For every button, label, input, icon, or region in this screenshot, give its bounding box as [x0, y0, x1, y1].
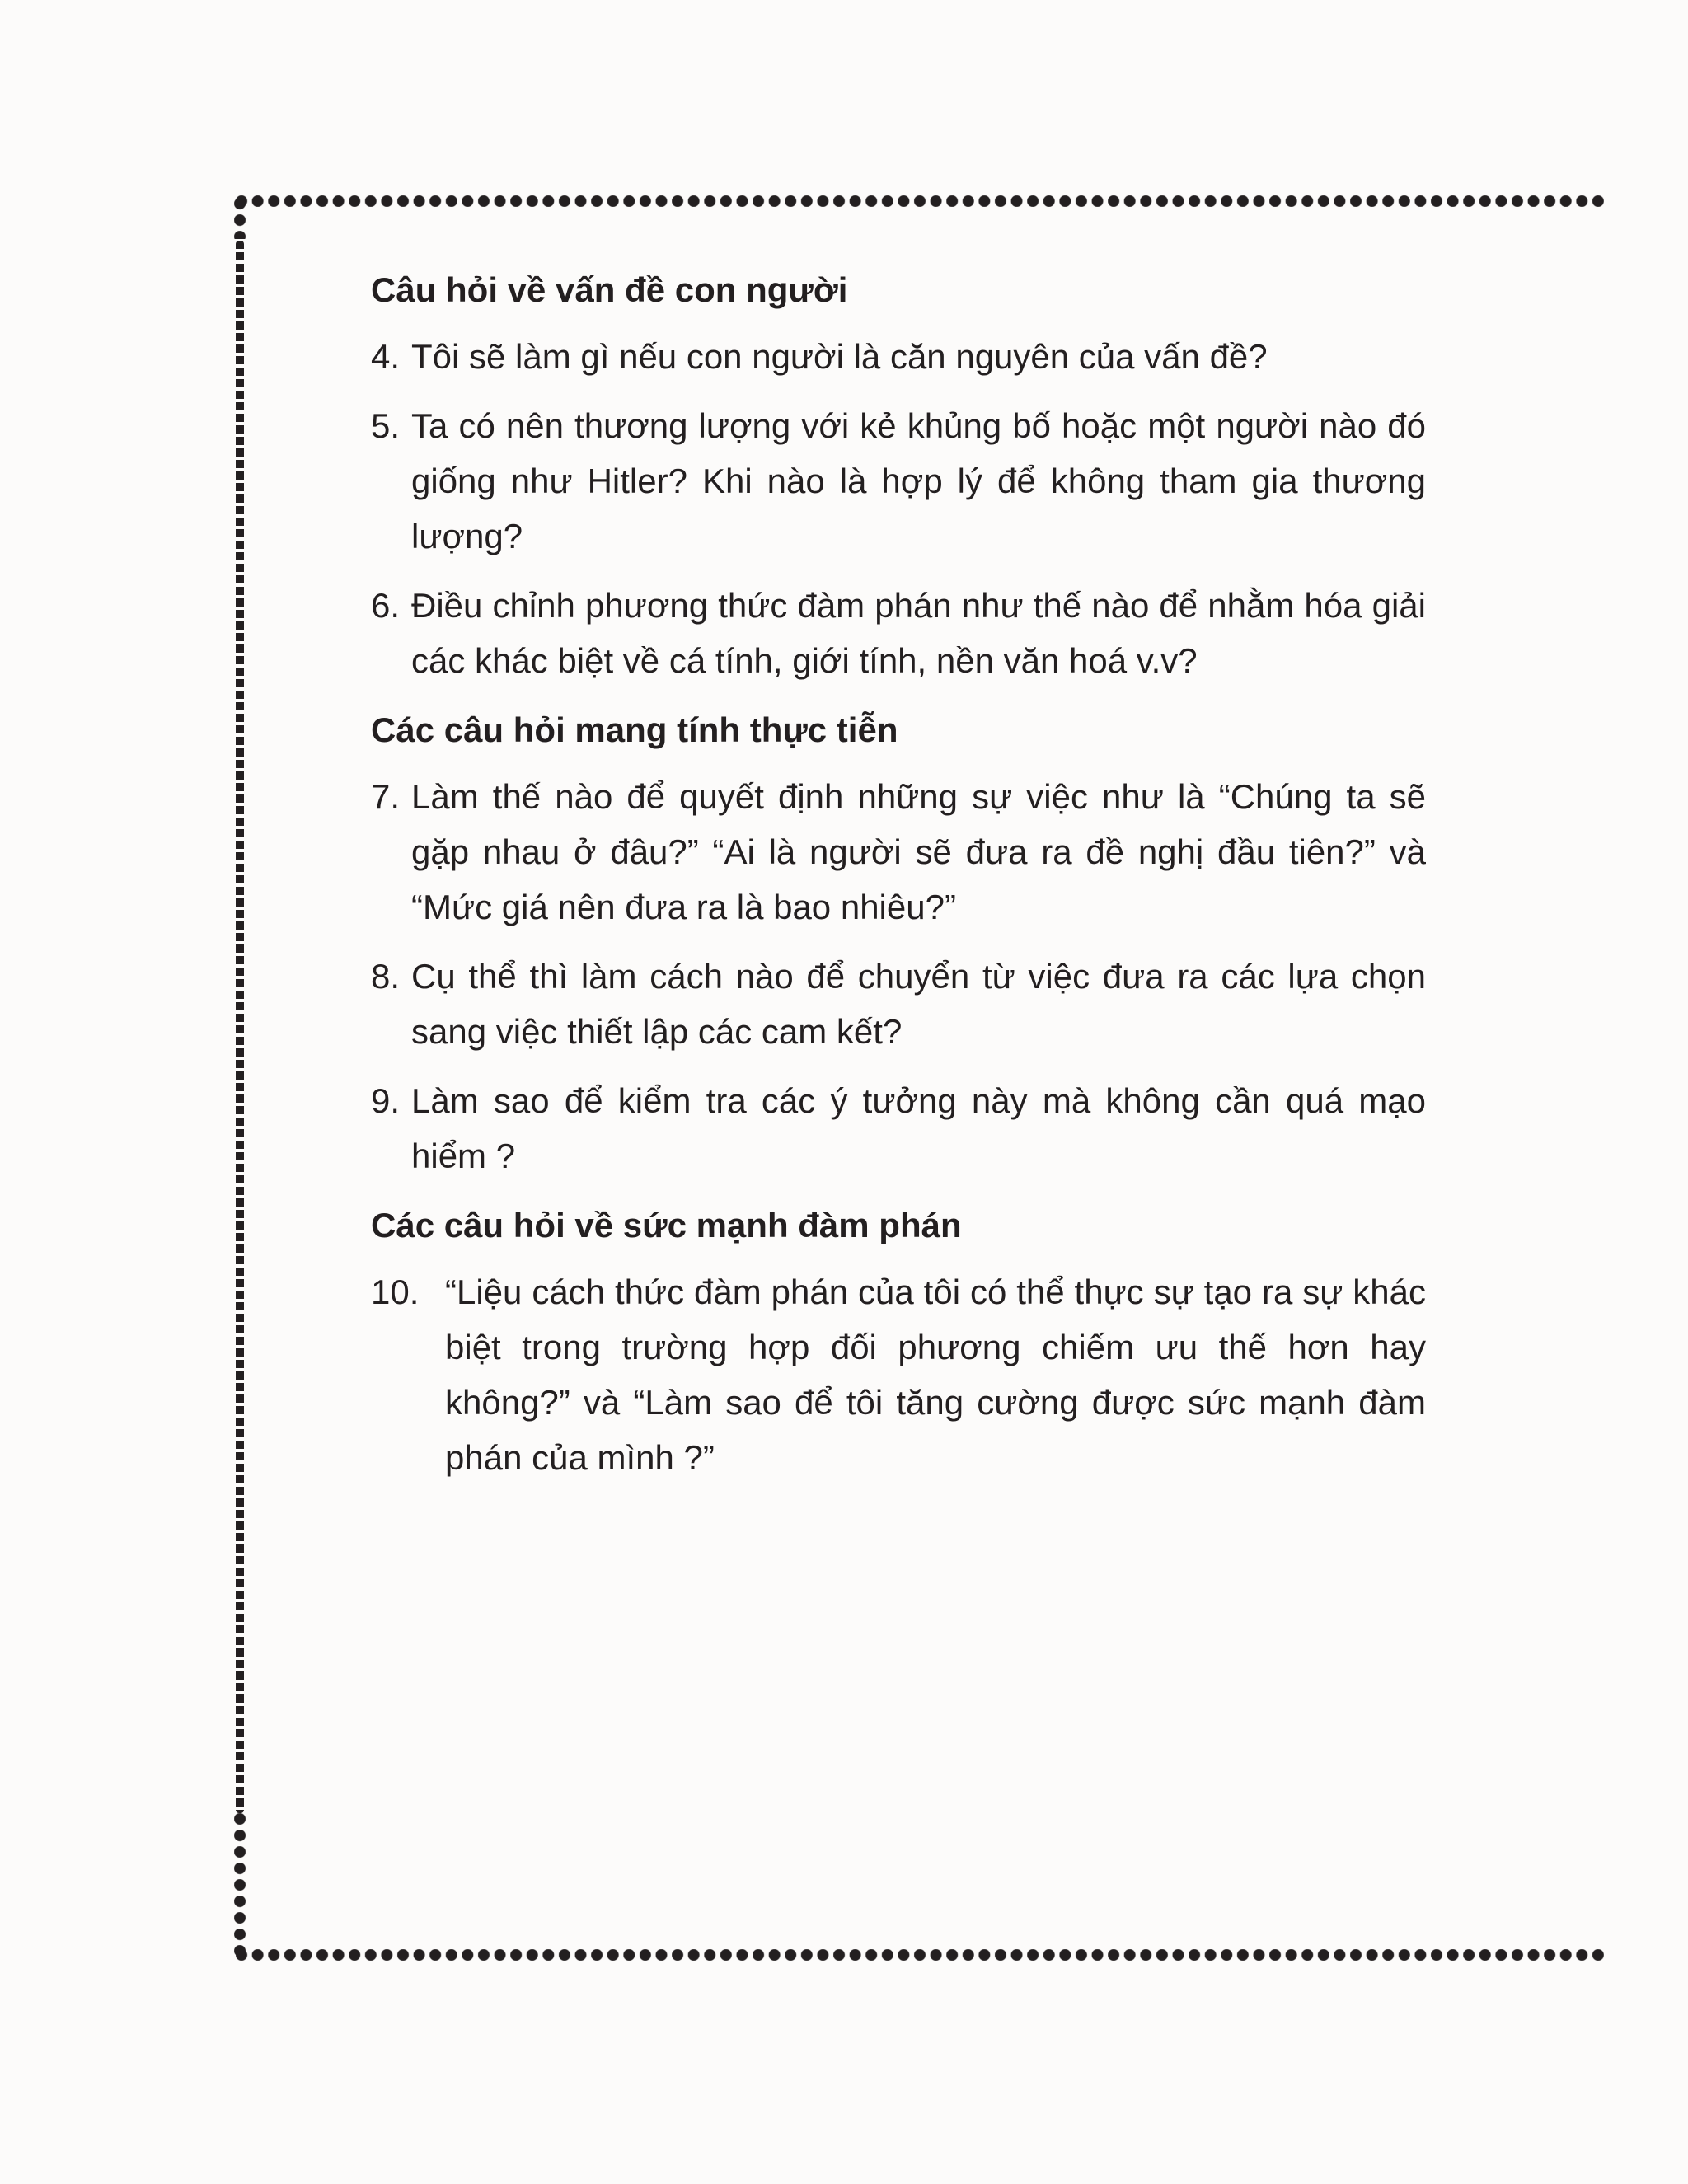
item-text: Tôi sẽ làm gì nếu con người là căn nguyên của vấn đề?	[411, 337, 1268, 376]
list-item	[371, 578, 1426, 688]
frame-bottom-dotted-border	[236, 1949, 1604, 1961]
item-number: 10.	[371, 1272, 420, 1311]
section-heading-practical: Các câu hỏi mang tính thực tiễn	[371, 710, 898, 749]
list-item	[371, 769, 1426, 935]
frame-top-dotted-border	[236, 195, 1604, 207]
item-number: 4.	[371, 337, 401, 376]
list-item	[371, 398, 1426, 564]
list-item	[371, 1264, 1426, 1485]
section-heading-people: Câu hỏi về vấn đề con người	[371, 270, 848, 309]
frame-left-dotted-border-top	[234, 198, 246, 239]
item-text: Làm thế nào để quyết định những sự việc như là “Chúng ta sẽ gặp nhau ở đâu?” “Ai là người sẽ đưa ra đề nghị đầu tiên?” và “Mức giá nên đưa ra là bao nhiêu?”	[411, 777, 1426, 926]
frame-left-dotted-border-bottom	[234, 1813, 246, 1961]
item-number: 7.	[371, 777, 401, 816]
item-text: Ta có nên thương lượng với kẻ khủng bố hoặc một người nào đó giống như Hitler? Khi nào là hợp lý để không tham gia thương lượng?	[411, 406, 1426, 555]
list-item	[371, 949, 1426, 1059]
frame-left-dashed-border	[236, 241, 244, 1813]
item-number: 9.	[371, 1081, 401, 1120]
item-number: 6.	[371, 586, 401, 625]
item-text: “Liệu cách thức đàm phán của tôi có thể thực sự tạo ra sự khác biệt trong trường hợp đối phương chiếm ưu thế hơn hay không?” và “Làm sao để tôi tăng cường được sức mạnh đàm phán của mình ?”	[445, 1272, 1426, 1477]
item-number: 5.	[371, 406, 401, 445]
list-item	[371, 1073, 1426, 1183]
list-item	[371, 329, 1426, 384]
item-text: Cụ thể thì làm cách nào để chuyển từ việc đưa ra các lựa chọn sang việc thiết lập các cam kết?	[411, 957, 1426, 1051]
question-list	[371, 262, 1426, 1499]
item-number: 8.	[371, 957, 401, 996]
section-heading-power: Các câu hỏi về sức mạnh đàm phán	[371, 1206, 962, 1244]
item-text: Làm sao để kiểm tra các ý tưởng này mà không cần quá mạo hiểm ?	[411, 1081, 1426, 1175]
item-text: Điều chỉnh phương thức đàm phán như thế nào để nhằm hóa giải các khác biệt về cá tính, giới tính, nền văn hoá v.v?	[411, 586, 1426, 680]
